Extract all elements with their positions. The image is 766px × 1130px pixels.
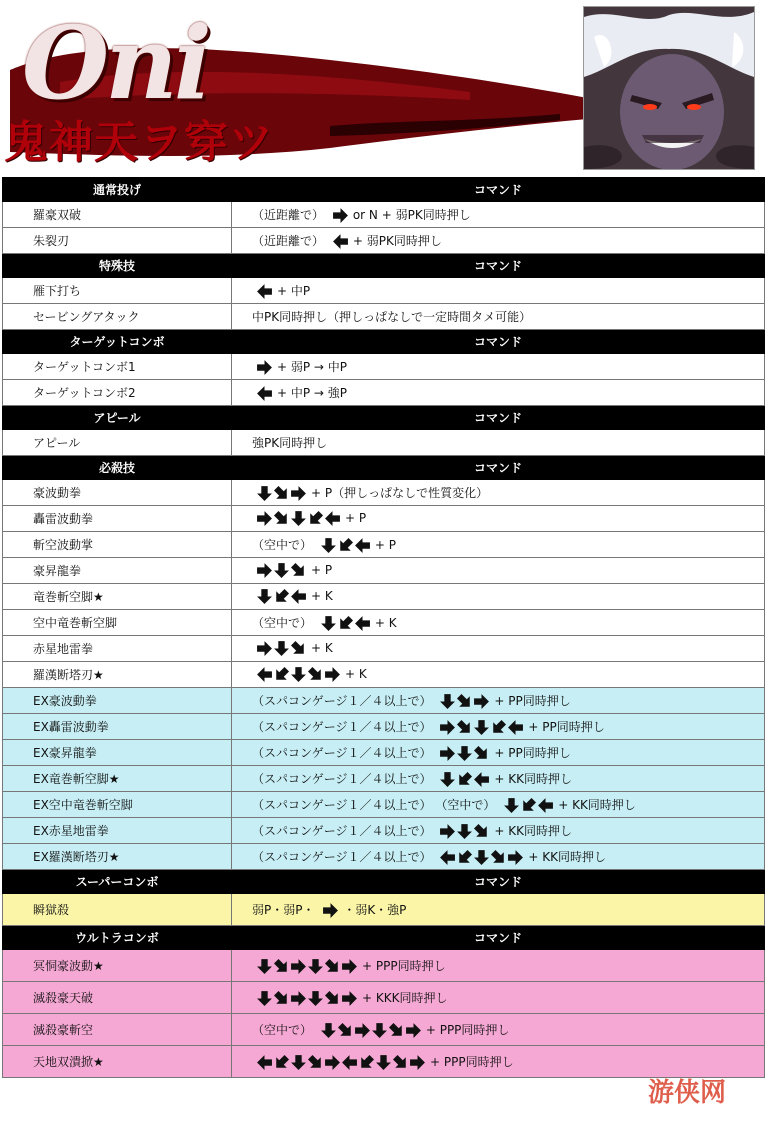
section-title: ウルトラコンボ (3, 926, 232, 950)
command-text: 中PK同時押し（押しっぱなしで一定時間タメ可能） (252, 310, 532, 324)
arrow-down-back-icon (273, 666, 290, 683)
move-row (3, 740, 765, 766)
command-text: 強PK同時押し (252, 436, 328, 450)
arrow-back-icon (256, 283, 273, 300)
arrow-back-icon (256, 385, 273, 402)
arrow-down-icon (473, 719, 490, 736)
arrow-forward-icon (341, 990, 358, 1007)
arrow-down-icon (256, 990, 273, 1007)
move-name: EX空中竜巻斬空脚 (3, 792, 232, 818)
command-text: ・弱K・強P (343, 902, 407, 917)
arrow-forward-icon (332, 207, 349, 224)
input-arrows (256, 958, 358, 975)
arrow-forward-icon (290, 958, 307, 975)
command-text: + PPP同時押し (430, 1054, 514, 1069)
command-text: + P (345, 511, 367, 525)
move-name: アピール (3, 430, 232, 456)
move-row (3, 202, 765, 228)
input-arrows (439, 823, 490, 840)
command-text: or N + 弱PK同時押し (352, 207, 471, 222)
move-row (3, 558, 765, 584)
input-arrows (256, 1054, 426, 1071)
move-row (3, 688, 765, 714)
input-arrows (439, 719, 524, 736)
command-text: + K (311, 589, 333, 603)
move-command (232, 354, 765, 380)
move-command (232, 792, 765, 818)
arrow-down-icon (320, 537, 337, 554)
move-row (3, 766, 765, 792)
command-text: （スパコンゲージ１／４以上で） (252, 849, 432, 864)
move-command (232, 844, 765, 870)
input-arrows (322, 902, 339, 919)
arrow-down-back-icon (337, 537, 354, 554)
command-text: （空中で） (252, 1022, 313, 1037)
arrow-down-back-icon (307, 510, 324, 527)
arrow-down-forward-icon (392, 1054, 409, 1071)
move-command (232, 558, 765, 584)
move-row (3, 532, 765, 558)
move-command (232, 766, 765, 792)
command-text: + PPP同時押し (425, 1022, 510, 1037)
arrow-forward-icon (439, 823, 456, 840)
arrow-down-icon (320, 1022, 337, 1039)
move-command (232, 982, 765, 1014)
arrow-down-icon (256, 958, 273, 975)
command-text: （スパコンゲージ１／４以上で） (252, 719, 432, 734)
move-name: EX豪波動拳 (3, 688, 232, 714)
watermark-logo: 游侠网 (648, 1078, 727, 1108)
command-text: + P（押しっぱなしで性質変化） (311, 485, 489, 500)
move-row (3, 636, 765, 662)
input-arrows (320, 1022, 422, 1039)
arrow-down-icon (439, 693, 456, 710)
move-name: EX赤星地雷拳 (3, 818, 232, 844)
command-text: + KK同時押し (528, 849, 606, 864)
input-arrows (320, 537, 371, 554)
input-arrows (503, 797, 554, 814)
input-arrows (439, 693, 490, 710)
command-text: （空中で） (252, 615, 313, 630)
move-row (3, 480, 765, 506)
arrow-down-forward-icon (290, 640, 307, 657)
move-name: 瞬獄殺 (3, 894, 232, 926)
input-arrows (256, 385, 273, 402)
arrow-down-icon (439, 771, 456, 788)
command-text: + PPP同時押し (362, 958, 446, 973)
move-command (232, 740, 765, 766)
arrow-down-forward-icon (473, 745, 490, 762)
move-name: 朱裂刃 (3, 228, 232, 254)
arrow-down-forward-icon (324, 958, 341, 975)
arrow-down-icon (273, 640, 290, 657)
arrow-down-forward-icon (490, 849, 507, 866)
move-name: 雁下打ち (3, 278, 232, 304)
command-text: + 中P → 強P (277, 385, 348, 400)
move-name: 冥恫豪波動★ (3, 950, 232, 982)
arrow-down-forward-icon (456, 719, 473, 736)
arrow-down-forward-icon (273, 510, 290, 527)
command-text: + 弱PK同時押し (352, 233, 442, 248)
move-row (3, 818, 765, 844)
move-row (3, 844, 765, 870)
move-command (232, 304, 765, 330)
arrow-down-icon (320, 615, 337, 632)
move-row (3, 894, 765, 926)
arrow-down-forward-icon (307, 1054, 324, 1071)
section-header (3, 870, 765, 894)
arrow-down-back-icon (273, 588, 290, 605)
arrow-forward-icon (322, 902, 339, 919)
command-text: （スパコンゲージ１／４以上で） (252, 771, 432, 786)
move-name: 羅漢断塔刃★ (3, 662, 232, 688)
move-command (232, 202, 765, 228)
move-row (3, 662, 765, 688)
command-text: + K (311, 641, 333, 655)
arrow-down-icon (375, 1054, 392, 1071)
command-text: （空中で） (435, 797, 496, 812)
arrow-down-icon (290, 666, 307, 683)
move-name: 滅殺豪天破 (3, 982, 232, 1014)
arrow-back-icon (354, 615, 371, 632)
arrow-down-forward-icon (456, 693, 473, 710)
section-title: 特殊技 (3, 254, 232, 278)
move-row (3, 982, 765, 1014)
input-arrows (332, 233, 349, 250)
move-row (3, 792, 765, 818)
move-name: EX羅漢断塔刃★ (3, 844, 232, 870)
arrow-down-forward-icon (290, 562, 307, 579)
input-arrows (439, 745, 490, 762)
arrow-down-back-icon (456, 771, 473, 788)
arrow-down-forward-icon (337, 1022, 354, 1039)
command-text: （スパコンゲージ１／４以上で） (252, 693, 432, 708)
arrow-forward-icon (290, 485, 307, 502)
arrow-forward-icon (507, 849, 524, 866)
command-text: 弱P・弱P・ (252, 902, 315, 917)
arrow-forward-icon (439, 719, 456, 736)
command-column-header: コマンド (232, 178, 765, 202)
arrow-down-forward-icon (307, 666, 324, 683)
move-command (232, 584, 765, 610)
move-row (3, 304, 765, 330)
arrow-forward-icon (290, 990, 307, 1007)
arrow-forward-icon (256, 359, 273, 376)
move-row (3, 380, 765, 406)
command-text: + KK同時押し (494, 823, 572, 838)
section-header (3, 178, 765, 202)
command-text: （近距離で） (252, 207, 325, 222)
arrow-forward-icon (324, 666, 341, 683)
arrow-forward-icon (354, 1022, 371, 1039)
move-command (232, 506, 765, 532)
arrow-down-forward-icon (273, 990, 290, 1007)
command-column-header: コマンド (232, 330, 765, 354)
arrow-forward-icon (409, 1054, 426, 1071)
arrow-down-back-icon (337, 615, 354, 632)
move-command (232, 894, 765, 926)
arrow-down-forward-icon (273, 485, 290, 502)
arrow-down-icon (456, 745, 473, 762)
arrow-down-icon (473, 849, 490, 866)
arrow-down-icon (290, 510, 307, 527)
arrow-down-icon (371, 1022, 388, 1039)
move-command (232, 532, 765, 558)
section-title: ターゲットコンボ (3, 330, 232, 354)
oni-logo-text: Oni (22, 4, 208, 122)
move-name: 羅豪双破 (3, 202, 232, 228)
section-header (3, 254, 765, 278)
move-command (232, 228, 765, 254)
move-command (232, 1014, 765, 1046)
input-arrows (332, 207, 349, 224)
move-row (3, 610, 765, 636)
oni-subtitle-kanji: 鬼神天ヲ穿ツ (4, 117, 274, 168)
command-text: + P (374, 537, 396, 552)
section-title: スーパーコンボ (3, 870, 232, 894)
arrow-back-icon (507, 719, 524, 736)
arrow-down-icon (290, 1054, 307, 1071)
section-header (3, 926, 765, 950)
move-name: EX豪昇龍拳 (3, 740, 232, 766)
command-column-header: コマンド (232, 926, 765, 950)
command-text: （スパコンゲージ１／４以上で） (252, 797, 432, 812)
arrow-back-icon (256, 1054, 273, 1071)
move-command (232, 688, 765, 714)
move-row (3, 278, 765, 304)
section-header (3, 406, 765, 430)
arrow-down-icon (307, 990, 324, 1007)
arrow-down-icon (256, 485, 273, 502)
move-name: 斬空波動掌 (3, 532, 232, 558)
page-header (0, 0, 766, 176)
input-arrows (256, 640, 307, 657)
arrow-back-icon (341, 1054, 358, 1071)
move-name: 豪波動拳 (3, 480, 232, 506)
command-column-header: コマンド (232, 254, 765, 278)
arrow-forward-icon (256, 640, 273, 657)
move-name: 赤星地雷拳 (3, 636, 232, 662)
command-text: + P (311, 563, 333, 577)
input-arrows (256, 588, 307, 605)
arrow-down-forward-icon (388, 1022, 405, 1039)
arrow-forward-icon (256, 562, 273, 579)
arrow-down-icon (456, 823, 473, 840)
command-text: + 弱P → 中P (277, 359, 348, 374)
move-name: 轟雷波動拳 (3, 506, 232, 532)
arrow-forward-icon (324, 1054, 341, 1071)
input-arrows (256, 562, 307, 579)
command-text: + K (374, 615, 397, 630)
move-row (3, 228, 765, 254)
input-arrows (256, 485, 307, 502)
input-arrows (256, 359, 273, 376)
move-name: 竜巻斬空脚★ (3, 584, 232, 610)
character-portrait (583, 6, 755, 170)
arrow-down-icon (256, 588, 273, 605)
input-arrows (320, 615, 371, 632)
input-arrows (439, 849, 524, 866)
arrow-down-forward-icon (273, 958, 290, 975)
arrow-down-forward-icon (324, 990, 341, 1007)
command-list (2, 177, 764, 1078)
arrow-down-back-icon (358, 1054, 375, 1071)
command-text: （近距離で） (252, 233, 325, 248)
command-text: + PP同時押し (528, 719, 605, 734)
move-command (232, 430, 765, 456)
arrow-down-back-icon (456, 849, 473, 866)
arrow-down-back-icon (273, 1054, 290, 1071)
move-command (232, 818, 765, 844)
arrow-down-back-icon (490, 719, 507, 736)
move-name: 豪昇龍拳 (3, 558, 232, 584)
arrow-down-back-icon (520, 797, 537, 814)
arrow-down-forward-icon (473, 823, 490, 840)
input-arrows (256, 510, 341, 527)
arrow-back-icon (473, 771, 490, 788)
section-title: アピール (3, 406, 232, 430)
move-command (232, 950, 765, 982)
arrow-down-icon (273, 562, 290, 579)
command-text: + KK同時押し (558, 797, 636, 812)
input-arrows (256, 990, 358, 1007)
section-header (3, 330, 765, 354)
section-header (3, 456, 765, 480)
move-row (3, 714, 765, 740)
move-command (232, 480, 765, 506)
move-row (3, 584, 765, 610)
arrow-back-icon (439, 849, 456, 866)
move-command (232, 714, 765, 740)
move-row (3, 430, 765, 456)
move-row (3, 354, 765, 380)
move-name: 滅殺豪斬空 (3, 1014, 232, 1046)
move-name: セービングアタック (3, 304, 232, 330)
command-table (2, 177, 765, 1078)
command-text: （スパコンゲージ１／４以上で） (252, 745, 432, 760)
command-column-header: コマンド (232, 870, 765, 894)
arrow-back-icon (332, 233, 349, 250)
input-arrows (256, 666, 341, 683)
move-row (3, 1014, 765, 1046)
command-text: + PP同時押し (494, 693, 571, 708)
move-name: ターゲットコンボ1 (3, 354, 232, 380)
command-text: + PP同時押し (494, 745, 571, 760)
move-command (232, 636, 765, 662)
command-column-header: コマンド (232, 456, 765, 480)
arrow-forward-icon (341, 958, 358, 975)
move-command (232, 278, 765, 304)
command-text: + K (345, 667, 367, 681)
arrow-back-icon (256, 666, 273, 683)
arrow-back-icon (354, 537, 371, 554)
arrow-down-icon (503, 797, 520, 814)
move-command (232, 380, 765, 406)
arrow-forward-icon (405, 1022, 422, 1039)
move-row (3, 506, 765, 532)
arrow-back-icon (537, 797, 554, 814)
move-name: 空中竜巻斬空脚 (3, 610, 232, 636)
move-name: 天地双潰掀★ (3, 1046, 232, 1078)
arrow-forward-icon (256, 510, 273, 527)
move-name: EX竜巻斬空脚★ (3, 766, 232, 792)
arrow-forward-icon (473, 693, 490, 710)
move-command (232, 610, 765, 636)
command-text: （スパコンゲージ１／４以上で） (252, 823, 432, 838)
move-name: ターゲットコンボ2 (3, 380, 232, 406)
input-arrows (256, 283, 273, 300)
input-arrows (439, 771, 490, 788)
command-text: + KKK同時押し (362, 990, 448, 1005)
arrow-back-icon (324, 510, 341, 527)
command-column-header: コマンド (232, 406, 765, 430)
command-text: （空中で） (252, 537, 313, 552)
move-name: EX轟雷波動拳 (3, 714, 232, 740)
section-title: 必殺技 (3, 456, 232, 480)
command-text: + KK同時押し (494, 771, 572, 786)
move-row (3, 950, 765, 982)
arrow-down-icon (307, 958, 324, 975)
arrow-forward-icon (439, 745, 456, 762)
command-text: + 中P (277, 283, 311, 298)
arrow-back-icon (290, 588, 307, 605)
move-command (232, 662, 765, 688)
section-title: 通常投げ (3, 178, 232, 202)
